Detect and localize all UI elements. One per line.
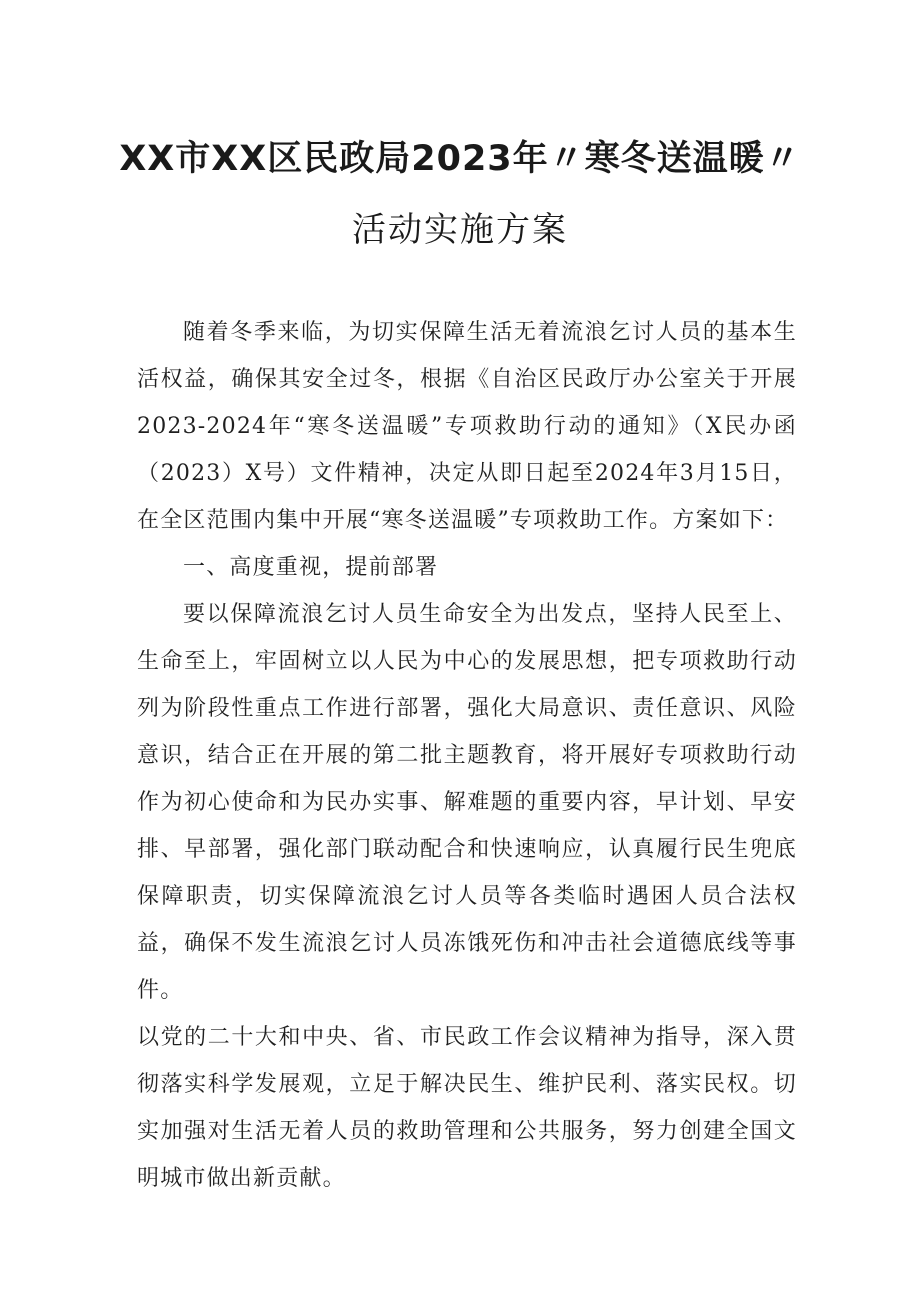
document-title-line2: 活动实施方案 <box>352 210 568 250</box>
section-heading-1: 一、高度重视，提前部署 <box>183 555 439 580</box>
document-title-line1: XX市XX区民政局2023年〃寒冬送温暖〃 <box>119 139 801 179</box>
paragraph-section-1: 要以保障流浪乞讨人员生命安全为出发点，坚持人民至上、生命至上，牢固树立以人民为中心的发展思想，把专项救助行动列为阶段性重点工作进行部署，强化大局意识、责任意识、风险意识，结合正在开展的第二批主题教育，将开展好专项救助行动作为初心使命和为民办实事、解难题的重要内容，早计划、早安排、早部署，强化部门联动配合和快速响应，认真履行民生兜底保障职责，切实保障流浪乞讨人员等各类临时遇困人员合法权益，确保不发生流浪乞讨人员冻饿死伤和冲击社会道德底线等事件。 <box>137 602 797 1003</box>
paragraph-guidance: 以党的二十大和中央、省、市民政工作会议精神为指导，深入贯彻落实科学发展观，立足于解决民生、维护民利、落实民权。切实加强对生活无着人员的救助管理和公共服务，努力创建全国文明城市做出新贡献。 <box>137 1025 797 1191</box>
paragraph-intro: 随着冬季来临，为切实保障生活无着流浪乞讨人员的基本生活权益，确保其安全过冬，根据《自治区民政厅办公室关于开展2023-2024年“寒冬送温暖”专项救助行动的通知》（X民办函（2023）X号）文件精神，决定从即日起至2024年3月15日，在全区范围内集中开展“寒冬送温暖”专项救助工作。方案如下： <box>137 320 797 533</box>
document-body <box>137 309 797 1202</box>
